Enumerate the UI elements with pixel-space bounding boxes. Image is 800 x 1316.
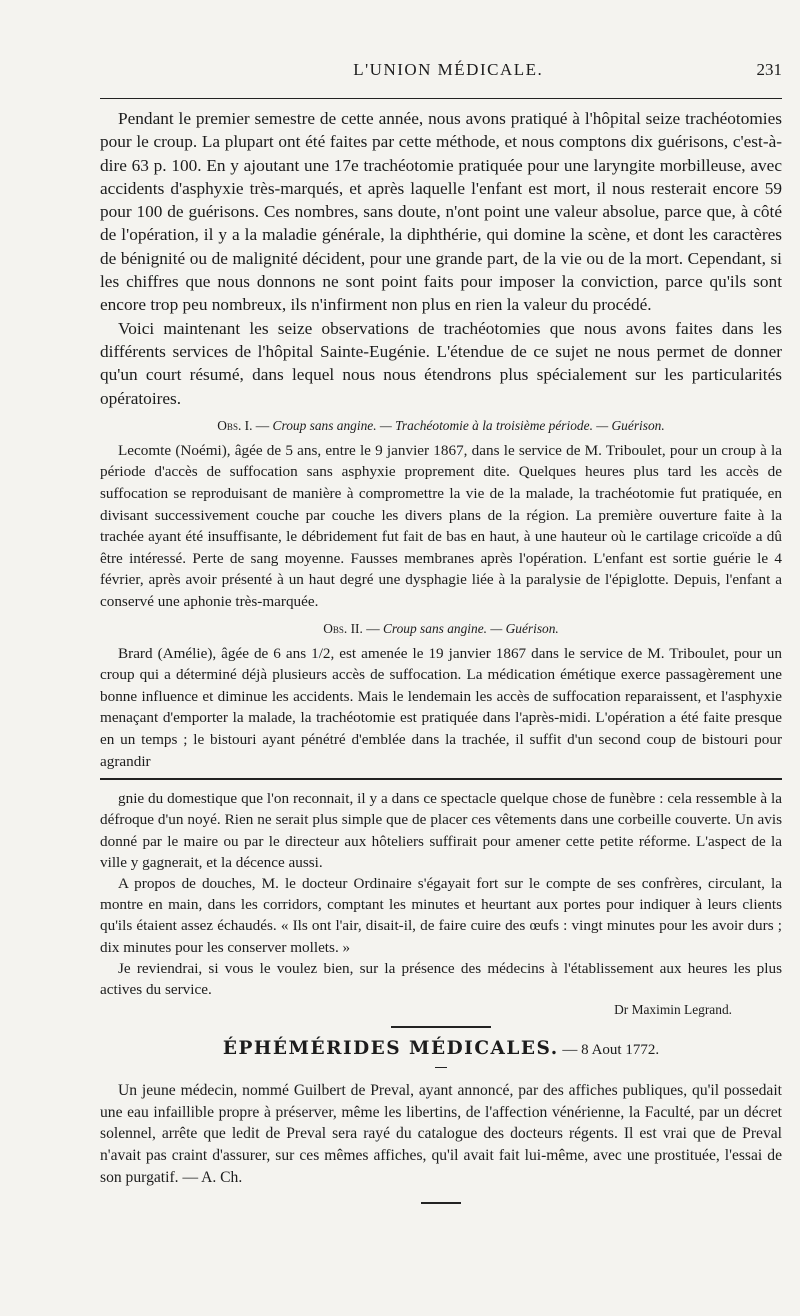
ephemerides-section bbox=[100, 1080, 782, 1188]
header-rule bbox=[100, 98, 782, 99]
ephemerides-text: Un jeune médecin, nommé Guilbert de Preval, ayant annoncé, par des affiches publiques, qu'il possedait une eau infaillible propre à préserver, même les libertins, de l'affection vénérienne, la Faculté, par un décret solennel, arrête que ledit de Preval sera rayé du catalogue des docteurs régents. Il est vrai que de Preval n'avait pas craint d'assurer, sur ces mêmes affiches, qu'il avait fait lui-même, avec une prostituée, l'essai de son purgatif. — A. Ch. bbox=[100, 1082, 782, 1186]
page-number: 231 bbox=[756, 60, 782, 79]
feuilleton-paragraph: gnie du domestique que l'on reconnait, il y a dans ce spectacle quelque chose de funèbre : cela ressemble à la défroque d'un noyé. Rien ne serait plus simple que de placer ces vêtements dans une corbeille couverte. Un avis donné par le maire ou par le directeur aux hôteliers suffirait pour amener cette petite réforme. L'aspect de la ville y gagnerait, et la décence aussi. bbox=[100, 790, 782, 871]
observation-title: Croup sans angine. — Trachéotomie à la troisième période. — Guérison. bbox=[272, 417, 665, 433]
heading-dash: — bbox=[362, 620, 383, 636]
feuilleton-paragraph: A propos de douches, M. le docteur Ordinaire s'égayait fort sur le compte de ses confrères, circulant, la montre en main, dans les corridors, comptant les minutes et heurtant aux portes pour indiquer à leurs clients qu'ils étaient assez échaudés. « Ils ont l'air, disait-il, de faire cuire des œufs : vingt minutes pour les avoir durs ; dix minutes pour les conserver mollets. » bbox=[100, 874, 782, 956]
observation-1 bbox=[100, 418, 782, 613]
observation-text: Lecomte (Noémi), âgée de 5 ans, entre le 9 janvier 1867, dans le service de M. Triboulet, pour un croup à la période d'accès de suffocation sans asphyxie proprement dite. Quelques heures plus tard les accès de suffocation se reproduisant de manière à compromettre la vie de la malade, la trachéotomie fut pratiquée, en divisant successivement couche par couche les divers plans de la région. La première ouverture faite à la trachée ayant été insuffisante, le débridement fut fait de bas en haut, à une hauteur où le cartilage cricoïde a dû être intéressé. Perte de sang moyenne. Fausses membranes après l'opération. L'enfant est sortie guérie le 4 février, après avoir présenté à un haut degré une dysphagie liée à la paralysie de l'épiglotte. Depuis, l'enfant a conservé une aphonie très-marquée. bbox=[100, 441, 782, 611]
running-title: L'UNION MÉDICALE. bbox=[353, 60, 544, 79]
signature: Dr Maximin Legrand. bbox=[614, 1002, 732, 1018]
ephemerides-dash bbox=[435, 1067, 447, 1068]
feuilleton-section bbox=[100, 788, 782, 1000]
ephemerides-title: ÉPHÉMÉRIDES MÉDICALES. bbox=[222, 1038, 559, 1060]
observation-heading bbox=[100, 418, 782, 434]
page bbox=[100, 60, 782, 1204]
intro-section bbox=[100, 107, 782, 410]
observation-label: Obs. II. bbox=[323, 620, 363, 636]
ephemerides-date: — 8 Aout 1772. bbox=[558, 1042, 660, 1059]
signature-rule bbox=[391, 1026, 491, 1028]
ephemerides-heading bbox=[100, 1038, 782, 1059]
feuilleton-divider bbox=[100, 778, 782, 780]
intro-paragraph: Pendant le premier semestre de cette année, nous avons pratiqué à l'hôpital seize trachéotomies pour le croup. La plupart ont été faites par cette méthode, et nous comptons dix guérisons, c'est-à-dire 63 p. 100. En y ajoutant une 17e trachéotomie pratiquée pour une laryngite morbilleuse, avec accidents d'asphyxie très-marqués, et après laquelle l'enfant est mort, il nous resterait encore 59 pour 100 de guérisons. Ces nombres, sans doute, n'ont point une valeur absolue, parce que, à côté de l'opération, il y a la maladie générale, la diphthérie, qui domine la scène, et dont les caractères de bénignité ou de malignité décident, pour une grande part, de la vie ou de la mort. Cependant, si les chiffres que nous donnons ne sont point faits pour imposer la conviction, parce qu'ils sont encore trop peu nombreux, ils n'infirment non plus en rien la valeur du procédé. bbox=[100, 109, 782, 315]
observation-title: Croup sans angine. — Guérison. bbox=[382, 620, 559, 636]
observation-label: Obs. I. bbox=[217, 417, 253, 433]
page-header bbox=[100, 60, 782, 90]
observation-2 bbox=[100, 621, 782, 773]
intro-paragraph: Voici maintenant les seize observations de trachéotomies que nous avons faites dans les différents services de l'hôpital Sainte-Eugénie. L'étendue de ce sujet ne nous permet de donner qu'un court résumé, dans lequel nous nous étendrons plus spécialement sur les particularités opératoires. bbox=[100, 318, 782, 408]
observation-heading bbox=[100, 621, 782, 637]
end-rule bbox=[421, 1202, 461, 1204]
observation-text: Brard (Amélie), âgée de 6 ans 1/2, est amenée le 19 janvier 1867 dans le service de M. Triboulet, pour un croup qui a déterminé déjà plusieurs accès de suffocation. La médication émétique exerce passagèrement une bonne influence et diminue les accidents. Mais le lendemain les accès de suffocation reparaissent, et l'asphyxie menaçant d'emporter la malade, la trachéotomie est pratiquée dans l'après-midi. L'opération a été faite presque en un temps ; le bistouri ayant pénétré d'emblée dans la trachée, il suffit d'un second coup de bistouri pour agrandir bbox=[100, 644, 782, 770]
feuilleton-paragraph: Je reviendrai, si vous le voulez bien, sur la présence des médecins à l'établissement aux heures les plus actives du service. bbox=[100, 959, 782, 998]
heading-dash: — bbox=[252, 417, 273, 433]
